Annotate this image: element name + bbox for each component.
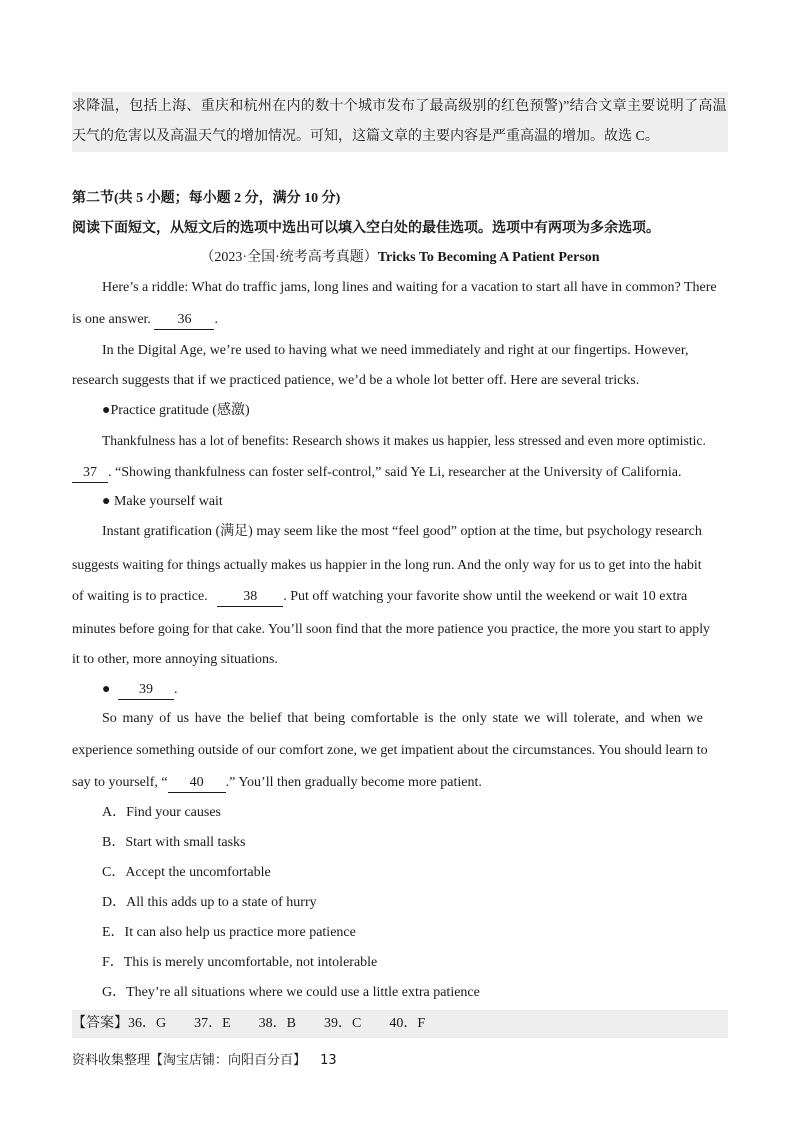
- section-instruction: 阅读下面短文，从短文后的选项中选出可以填入空白处的最佳选项。选项中有两项为多余选项。: [72, 221, 660, 236]
- para5-text-b: .” You’ll then gradually become more patient.: [225, 775, 482, 790]
- para1-end: .: [214, 312, 218, 327]
- blank-39[interactable]: 39: [118, 681, 174, 700]
- page-footer: [72, 1049, 337, 1068]
- blank-36[interactable]: 36: [154, 311, 214, 330]
- option-f: F．This is merely uncomfortable, not intolerable: [102, 955, 378, 970]
- para4-line5: it to other, more annoying situations.: [72, 652, 278, 667]
- para1-line1: Here’s a riddle: What do traffic jams, long lines and waiting for a vacation to start all have in common? There: [102, 280, 717, 295]
- option-b: B．Start with small tasks: [102, 835, 246, 850]
- blank-37[interactable]: 37: [72, 464, 108, 483]
- heading-practice-gratitude: ●Practice gratitude (感激): [102, 403, 250, 418]
- para3-text: . “Showing thankfulness can foster self-control,” said Ye Li, researcher at the University of California.: [108, 465, 682, 480]
- para1-line2: [72, 305, 728, 335]
- explanation-line-1: 求降温，包括上海、重庆和杭州在内的数十个城市发布了最高级别的红色预警)”结合文章主要说明了高温: [72, 99, 727, 114]
- page-number: 13: [320, 1053, 337, 1068]
- option-a: A．Find your causes: [102, 805, 221, 820]
- para5-line2: experience something outside of our comfort zone, we get impatient about the circumstances. You should learn to: [72, 743, 708, 758]
- para4-text-b: . Put off watching your favorite show until the weekend or wait 10 extra: [283, 589, 688, 604]
- answer-key: 【答案】36．G 37．E 38．B 39．C 40．F: [72, 1016, 426, 1031]
- option-e: E．It can also help us practice more patience: [102, 925, 356, 940]
- para5-line3: [72, 768, 728, 798]
- blank-40[interactable]: 40: [168, 774, 226, 793]
- option-d: D．All this adds up to a state of hurry: [102, 895, 317, 910]
- heading-39-end: .: [173, 682, 178, 697]
- para4-line1: Instant gratification (满足) may seem like the most “feel good” option at the time, but psychology research: [102, 524, 702, 539]
- source-tag: （2023·全国·统考高考真题）: [200, 250, 378, 265]
- para4-text-a: of waiting is to practice.: [72, 589, 208, 604]
- para4-line3: [72, 582, 728, 612]
- option-c: C．Accept the uncomfortable: [102, 865, 271, 880]
- passage-title-line: [72, 243, 728, 273]
- para5-text-a: say to yourself, “: [72, 775, 168, 790]
- footer-text: 资料收集整理【淘宝店铺：向阳百分百】: [72, 1053, 307, 1068]
- para2-line1: In the Digital Age, we’re used to having what we need immediately and right at our fingertips. However,: [102, 343, 689, 358]
- heading-39: [72, 675, 728, 705]
- para4-line4: minutes before going for that cake. You’ll soon find that the more patience you practice, the more you start to apply: [72, 621, 710, 636]
- explanation-line-2: 天气的危害以及高温天气的增加情况。可知，这篇文章的主要内容是严重高温的增加。故选 C。: [72, 129, 659, 144]
- passage-title: Tricks To Becoming A Patient Person: [377, 250, 600, 265]
- para2-line2: research suggests that if we practiced patience, we’d be a whole lot better off. Here are several tricks.: [72, 373, 640, 388]
- heading-make-yourself-wait: ● Make yourself wait: [102, 494, 223, 509]
- para4-line2: suggests waiting for things actually makes us happier in the long run. And the only way for us to get into the habit: [72, 557, 702, 572]
- para1-text: is one answer.: [72, 312, 151, 327]
- blank-38[interactable]: 38: [217, 588, 283, 607]
- para3-line2: [72, 458, 728, 488]
- section-heading: 第二节(共 5 小题；每小题 2 分，满分 10 分): [72, 191, 341, 206]
- bullet-icon: ●: [102, 682, 111, 697]
- para3-line1: Thankfulness has a lot of benefits: Research shows it makes us happier, less stressed and even more optimistic.: [102, 433, 706, 448]
- para5-line1: So many of us have the belief that being comfortable is the only state we will tolerate, and when we: [102, 711, 703, 726]
- option-g: G．They’re all situations where we could use a little extra patience: [102, 985, 480, 1000]
